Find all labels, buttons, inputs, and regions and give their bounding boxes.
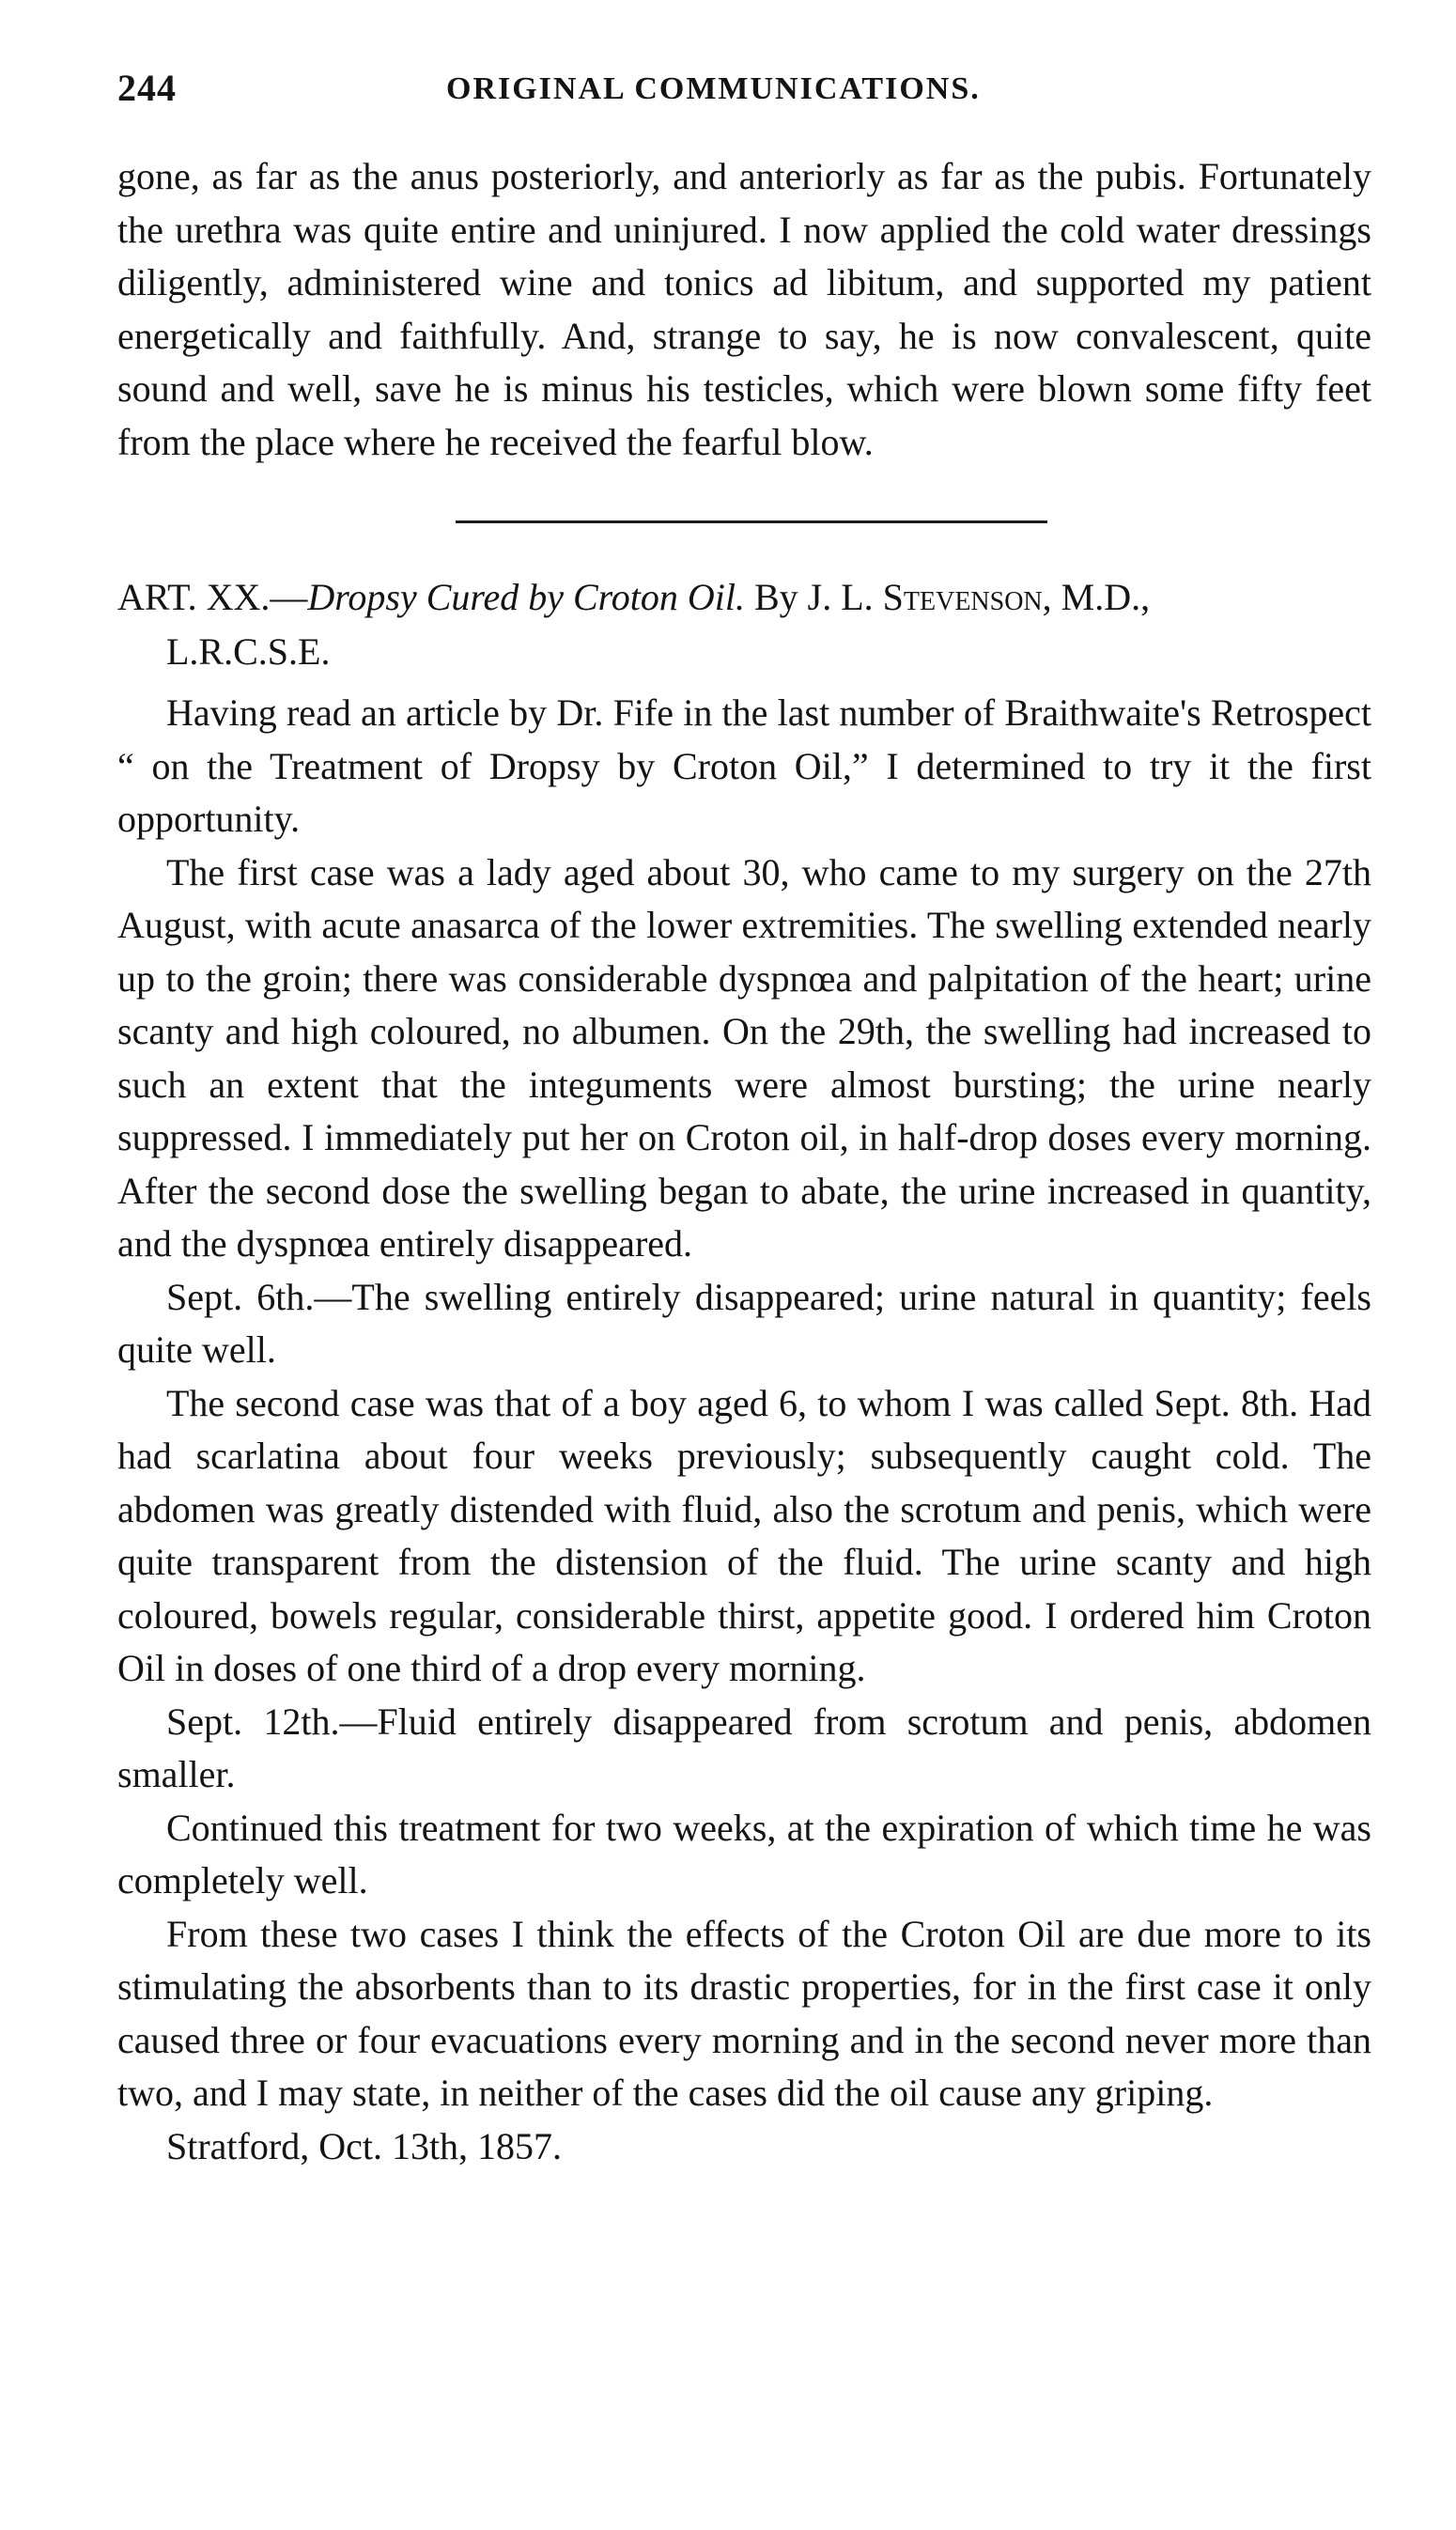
article-byline: By J. L. (753, 576, 874, 618)
page-header (117, 66, 1371, 132)
article-heading (117, 570, 1371, 679)
article-title: Dropsy Cured by Croton Oil. (307, 576, 745, 618)
body-paragraph-5: Sept. 12th.—Fluid entirely disappeared from scrotum and penis, abdomen smaller. (117, 1700, 1371, 1795)
article-author: Stevenson (882, 576, 1043, 618)
body-paragraph-2: The first case was a lady aged about 30, who came to my surgery on the 27th August, with acute anasarca of the lower extremities. The swelling extended nearly up to the groin; there was considerable dyspnœa and palpitation of the heart; urine scanty and high coloured, no albumen. On the 29th, the swelling had increased to such an extent that the integuments were almost bursting; the urine nearly suppressed. I immediately put her on Croton oil, in half-drop doses every morning. After the second dose the swelling began to abate, the urine increased in quantity, and the dyspnœa entirely disappeared. (117, 850, 1371, 1265)
article-credentials: , M.D., (1042, 576, 1151, 618)
article-credentials-line: L.R.C.S.E. (166, 630, 331, 673)
signoff-place-date: Stratford, Oct. 13th, 1857. (166, 2124, 563, 2167)
body-paragraph-1: Having read an article by Dr. Fife in the last number of Braithwaite's Retrospect “ on the Treatment of Dropsy by Croton Oil,” I determined to try it the first opportunity. (117, 691, 1371, 840)
page-number: 244 (117, 67, 177, 109)
body-paragraph-6: Continued this treatment for two weeks, at the expiration of which time he was completely well. (117, 1806, 1371, 1901)
section-divider (456, 520, 1047, 523)
body-paragraph-7: From these two cases I think the effects of the Croton Oil are due more to its stimulating the absorbents than to its drastic properties, for in the first case it only caused three or four evacuations every morning and in the second never more than two, and I may state, in neither of the cases did the oil cause any griping. (117, 1912, 1371, 2114)
article-dash: — (270, 576, 308, 618)
continuation-paragraph: gone, as far as the anus posteriorly, and anteriorly as far as the pubis. Fortunately the urethra was quite entire and uninjured. I now applied the cold water dressings diligently, administered wine and tonics ad libitum, and supported my patient energetically and faithfully. And, strange to say, he is now convalescent, quite sound and well, save he is minus his testicles, which were blown some fifty feet from the place where he received the fearful blow. (117, 155, 1371, 463)
book-page (117, 66, 1371, 2173)
body-paragraph-3: Sept. 6th.—The swelling entirely disappeared; urine natural in quantity; feels quite well. (117, 1275, 1371, 1371)
article-number: ART. XX. (117, 576, 271, 618)
running-head: ORIGINAL COMMUNICATIONS. (446, 71, 981, 106)
body-paragraph-4: The second case was that of a boy aged 6, to whom I was called Sept. 8th. Had had scarlatina about four weeks previously; subsequently caught cold. The abdomen was greatly distended with fluid, also the scrotum and penis, which were quite transparent from the distension of the fluid. The urine scanty and high coloured, bowels regular, considerable thirst, appetite good. I ordered him Croton Oil in doses of one third of a drop every morning. (117, 1381, 1371, 1689)
